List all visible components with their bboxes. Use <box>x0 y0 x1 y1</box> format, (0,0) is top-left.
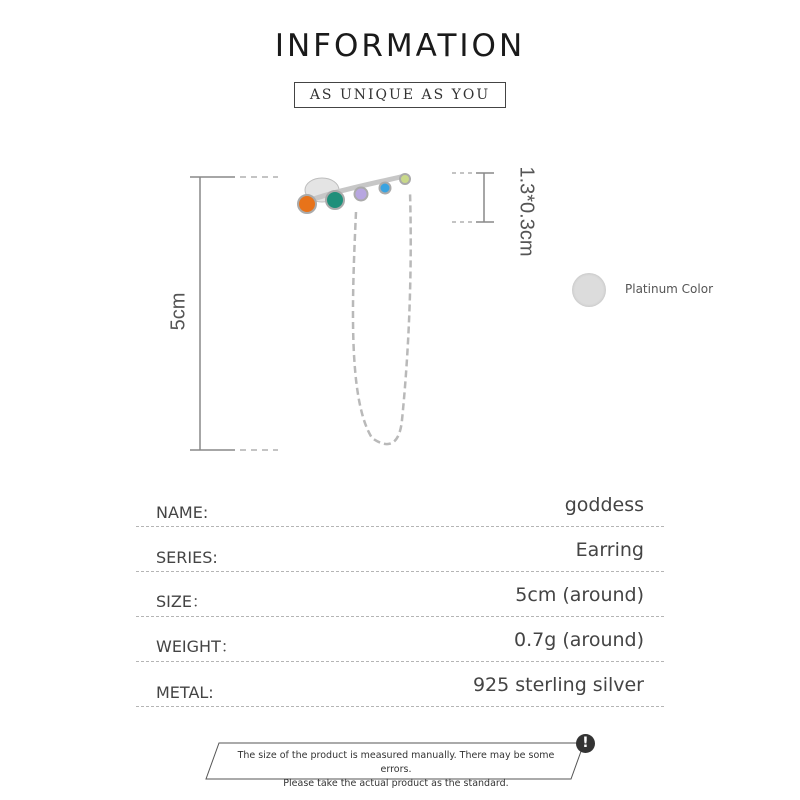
notice-line-1: The size of the product is measured manually. There may be some errors. <box>237 750 555 775</box>
platinum-color-swatch <box>572 273 606 307</box>
earring-chain <box>353 192 411 444</box>
spec-row-weight <box>136 617 664 662</box>
page-title: INFORMATION <box>274 28 526 64</box>
spec-value: 0.7g (around) <box>514 629 644 651</box>
stone-lavender <box>355 188 368 201</box>
stone-orange <box>298 195 316 213</box>
spec-key: SERIES: <box>156 548 218 567</box>
exclamation-icon: ! <box>576 734 595 753</box>
stud-dimension-line <box>452 173 494 222</box>
spec-key: METAL: <box>156 683 214 702</box>
spec-row-metal <box>136 662 664 707</box>
notice-line-2: Please take the actual product as the standard. <box>283 778 509 789</box>
spec-key: SIZE： <box>156 592 208 611</box>
spec-row-size <box>136 572 664 617</box>
measurement-notice <box>205 742 585 789</box>
notice-text <box>221 749 571 791</box>
spec-value: 925 sterling silver <box>472 674 644 696</box>
stone-green <box>400 174 410 184</box>
spec-value: goddess <box>564 494 644 516</box>
page-subtitle: AS UNIQUE AS YOU <box>309 87 491 103</box>
spec-table <box>136 482 664 707</box>
spec-row-name <box>136 482 664 527</box>
length-label: 5cm <box>167 292 190 331</box>
spec-key: NAME: <box>156 503 209 522</box>
spec-value: Earring <box>575 539 644 561</box>
stone-teal <box>326 191 344 209</box>
platinum-color-label: Platinum Color <box>625 282 714 296</box>
spec-row-series <box>136 527 664 572</box>
spec-value: 5cm (around) <box>515 584 644 606</box>
stud-size-label: 1.3*0.3cm <box>515 166 538 257</box>
spec-key: WEIGHT： <box>156 637 237 656</box>
length-dimension-line <box>190 177 278 450</box>
stone-blue <box>380 183 391 194</box>
